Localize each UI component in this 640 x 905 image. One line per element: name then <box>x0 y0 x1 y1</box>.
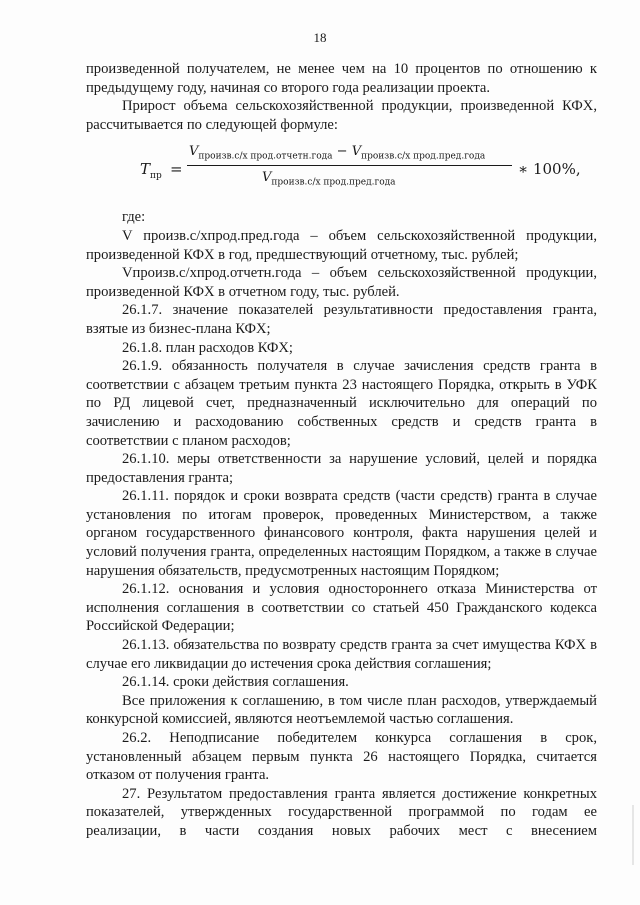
paragraph: 26.1.7. значение показателей результативности предоставления гранта, взятые из бизнес-плана КФХ; <box>86 302 597 337</box>
paragraph: где: <box>122 209 146 226</box>
paragraph: 26.2. Неподписание победителем конкурса соглашения в срок, установленный абзацем первым пункта 26 настоящего Порядка, считается отказом от получения гранта. <box>86 730 597 784</box>
formula-numerator: $V_{произв.с/х прод.отчетн.года} - V_{произв.с/х прод.пред.года}$ <box>189 144 486 162</box>
paragraph: 26.1.14. сроки действия соглашения. <box>122 674 349 691</box>
formula-multiplier: ∗ 100%, <box>518 160 581 179</box>
paragraph-list <box>86 208 597 840</box>
formula-denominator: $V_{произв.с/х прод.пред.года}$ <box>262 170 396 188</box>
page-number: 18 <box>313 30 327 45</box>
paragraph: 26.1.11. порядок и сроки возврата средств (части средств) гранта в случае установления по итогам проверок, проведенных Министерством, а также органом государственного финансового контроля, факта нарушения целей и условий получения гранта, определенных настоящим Порядком, а также в случае нарушения обязательств, предусмотренных настоящим Порядком; <box>86 488 597 579</box>
paragraph: Все приложения к соглашению, в том числе план расходов, утверждаемый конкурсной комиссией, являются неотъемлемой частью соглашения. <box>86 692 597 728</box>
formula-lhs: $T_{пр}$ <box>140 160 162 182</box>
document-body <box>86 60 597 841</box>
paragraph: произведенной получателем, не менее чем на 10 процентов по отношению к предыдущему году, начиная со второго года реализации проекта. <box>86 61 597 96</box>
fraction-bar <box>187 165 512 166</box>
paragraph: 26.1.9. обязанность получателя в случае зачисления средств гранта в соответствии с абзацем третьим пункта 23 настоящего Порядка, открыть в УФК по РД лицевой счет, предназначенный исключительно для операций по зачислению и расходованию собственных средств и средств гранта в соответствии с планом расходов; <box>86 358 597 449</box>
paragraph: Vпроизв.с/хпрод.отчетн.года – объем сельскохозяйственной продукции, произведенной КФХ в отчетном году, тыс. рублей. <box>86 265 597 300</box>
paragraph: Прирост объема сельскохозяйственной продукции, произведенной КФХ, рассчитывается по следующей формуле: <box>86 98 597 133</box>
paragraph: V произв.с/хпрод.пред.года – объем сельскохозяйственной продукции, произведенной КФХ в год, предшествующий отчетному, тыс. рублей; <box>86 227 597 263</box>
paragraph: 26.1.8. план расходов КФХ; <box>122 339 293 356</box>
scan-edge-mark <box>632 805 634 865</box>
paragraph: 26.1.10. меры ответственности за нарушение условий, целей и порядка предоставления гранта; <box>86 451 597 486</box>
paragraph: 26.1.13. обязательства по возврату средств гранта за счет имущества КФХ в случае его ликвидации до истечения срока действия соглашения; <box>86 637 597 672</box>
growth-formula <box>86 140 597 204</box>
paragraph: 27. Результатом предоставления гранта является достижение конкретных показателей, утвержденных государственной программой по годам ее реализации, в части создания новых рабочих мест с внесением <box>86 785 597 839</box>
paragraph: 26.1.12. основания и условия одностороннего отказа Министерства от исполнения соглашения в соответствии со статьей 450 Гражданского кодекса Российской Федерации; <box>86 581 597 635</box>
formula-equals: = <box>170 160 183 179</box>
